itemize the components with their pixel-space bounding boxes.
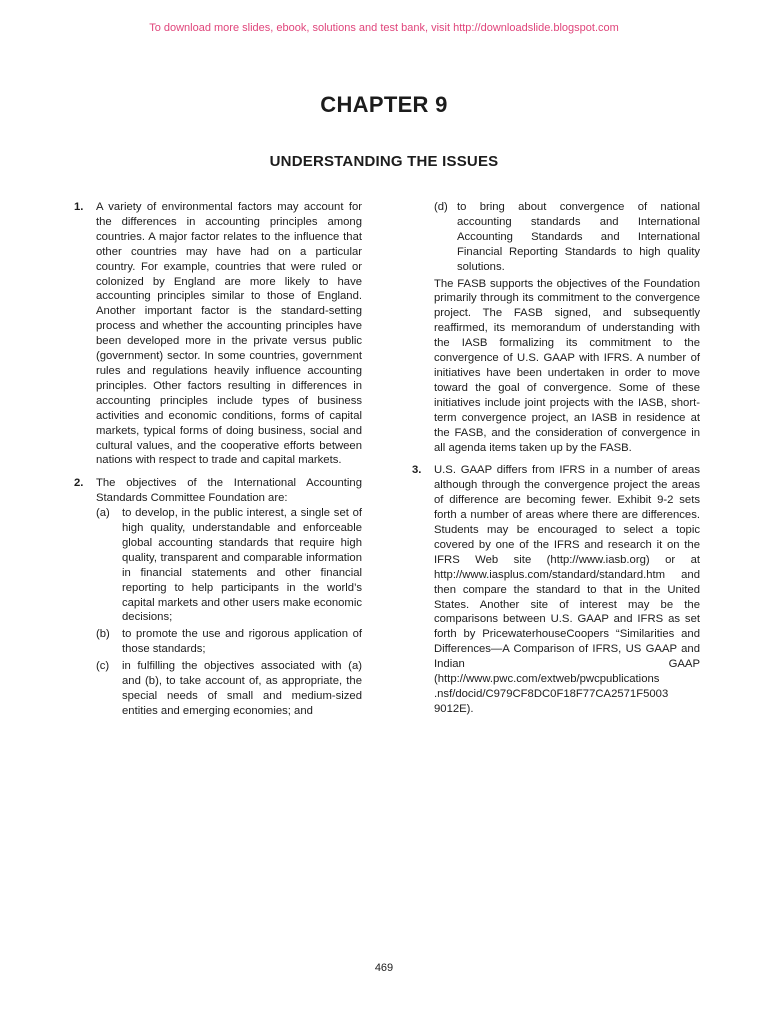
sub-item-d: [414, 200, 700, 275]
item-text: A variety of environmental factors may account for the differences in accounting principles among countries. A major factor relates to the influence that other countries may have had on a particular country. For example, countries that were ruled or colonized by England are more likely to have accounting principles similar to those of England. Another important factor is the standard-setting process and whether the accounting principles have been developed more in the private versus public (government) sector. In some countries, government rules and regulations heavily influence accounting principles. Other factors resulting in differences in accounting principles include types of business activities and economic conditions, forms of capital markets, typical forms of doing business, social and cultural values, and the cooperative efforts between nations with respect to trade and capital markets.: [96, 201, 362, 467]
list-item-2: [70, 476, 362, 719]
item-number: 1.: [74, 201, 84, 213]
left-column: [70, 200, 362, 727]
sub-item-text: to promote the use and rigorous application of those standards;: [122, 628, 362, 656]
item-2-closing-paragraph: The FASB supports the objectives of the Foundation primarily through its commitment to the convergence project. The FASB signed, and subsequently reaffirmed, its memorandum of understanding with the IASB formalizing its commitment to the convergence of U.S. GAAP with IFRS. A number of initiatives have been undertaken in order to move toward the goal of convergence. Some of these initiatives include joint projects with the IASB, short-term convergence project, an IASB in residence at the FASB, and the consideration of convergence in all agenda items taken up by the FASB.: [434, 277, 700, 454]
item-intro: The objectives of the International Accounting Standards Committee Foundation are:: [96, 477, 362, 505]
page-number: 469: [374, 962, 394, 974]
sub-item-text: in fulfilling the objectives associated with (a) and (b), to take account of, as appropriate, the special needs of small and medium-sized entities and emerging economies; and: [122, 660, 362, 717]
sub-item-a: [96, 506, 362, 625]
sub-item-text: to bring about convergence of national accounting standards and International Accounting Standards and International Financial Reporting Standards to high quality solutions.: [457, 201, 700, 273]
sub-item-text: to develop, in the public interest, a single set of high quality, understandable and enforceable global accounting standards that require high quality, transparent and comparable information in financial statements and other financial reporting to help participants in the world’s capital markets and other users make economic decisions;: [122, 507, 362, 624]
item-number: 2.: [74, 477, 84, 490]
list-item-3: [414, 463, 700, 716]
section-title: UNDERSTANDING THE ISSUES: [269, 153, 499, 170]
item-text: U.S. GAAP differs from IFRS in a number of areas although through the convergence project the areas of difference are becoming fewer. Exhibit 9-2 sets forth a number of areas where there are differences. Students may be encouraged to select a topic covered by one of the IFRS and research it on the IFRS Web site (http://www.iasb.org) or at http://www.iasplus.com/standard/standard.htm and then compare the standard to that in the United States. Another site of interest may be the comparisons between U.S. GAAP and IFRS as set forth by PricewaterhouseCoopers “Similarities and Differences—A Comparison of IFRS, US GAAP and Indian GAAP (http://www.pwc.com/extweb/pwcpublications .nsf/docid/C979CF8DC0F18F77CA2571F5003 9012E).: [434, 464, 700, 715]
download-banner[interactable]: To download more slides, ebook, solutions and test bank, visit http://downloadslide.blogspot.com: [149, 22, 619, 34]
right-column: [414, 200, 700, 725]
list-item-1: [70, 200, 362, 468]
sub-item-label: (d): [434, 201, 448, 213]
sub-item-label: (a): [96, 507, 110, 520]
chapter-title: CHAPTER 9: [320, 92, 448, 117]
sub-item-b: [96, 627, 362, 657]
sub-item-label: (b): [96, 628, 110, 641]
sub-item-c: [96, 659, 362, 719]
sub-item-label: (c): [96, 660, 110, 673]
item-number: 3.: [412, 464, 422, 477]
